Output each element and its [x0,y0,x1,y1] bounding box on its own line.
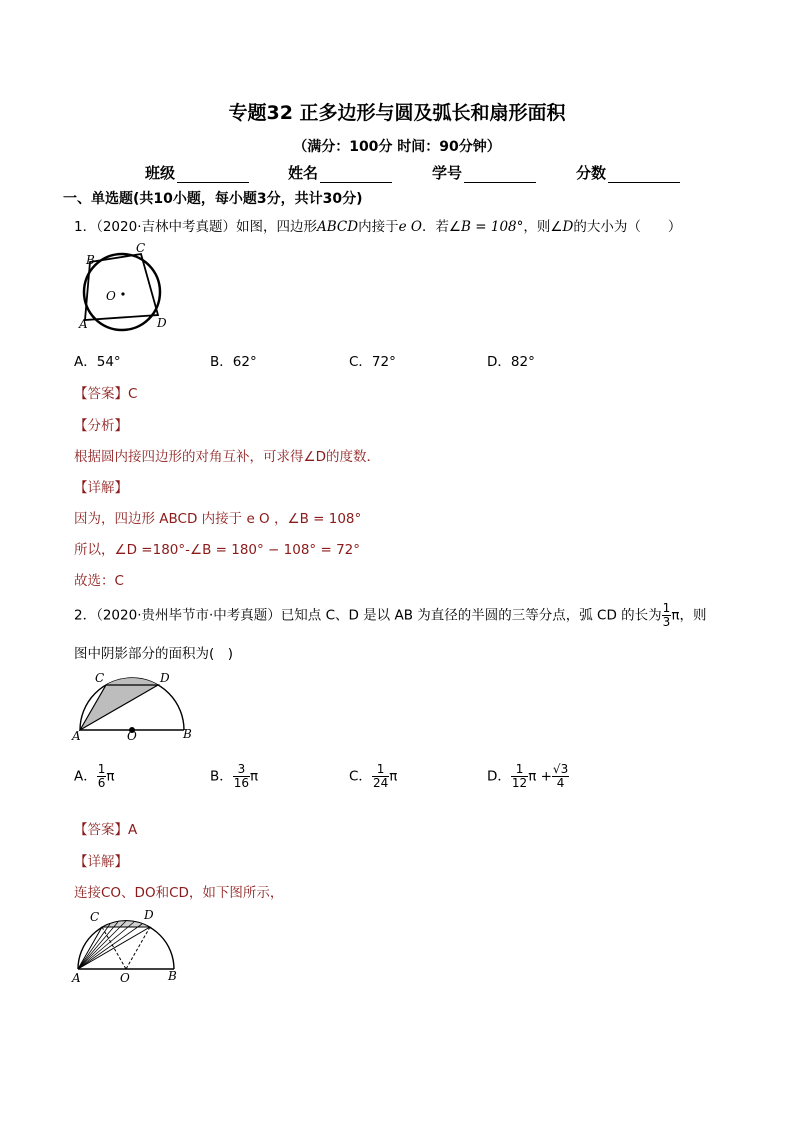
q1-option-c[interactable]: C．72° [349,354,396,370]
q2-option-d[interactable]: D． $\frac{1}{12}$ π + $\frac{√3}{4}$ [487,762,569,790]
student-id-blank[interactable] [464,167,536,183]
section-heading: 一、单选题(共10小题，每小题3分，共计30分) [63,191,363,207]
class-field [145,162,249,183]
q1-label-a: A [79,317,88,331]
q1-detail-line-1: 因为，四边形 ABCD 内接于 e O ，∠B = 108° [74,511,362,527]
q1-option-b[interactable]: B．62° [210,354,257,370]
q1-detail-line-3: 故选：C [74,573,124,589]
q1-analysis: 根据圆内接四边形的对角互补，可求得∠D的度数． [74,449,380,465]
name-label: 姓名 [288,164,319,182]
q2s-label-a: A [72,971,81,985]
q2-detail-line-1: 连接CO、DO和CD，如下图所示， [74,885,284,901]
q1-analysis-tag: 【分析】 [74,418,128,434]
q1-label-c: C [136,241,146,255]
q1-label-b: B [86,253,95,267]
question-2-stem-line-1: 2．（2020·贵州毕节市·中考真题）已知点 C、D 是以 AB 为直径的半圆的三等分点，弧 CD 的长为 $\frac{1}{3}$ π，则 [74,601,707,629]
score-blank[interactable] [608,167,680,183]
question-2-solution-figure [70,905,190,985]
class-blank[interactable] [177,167,249,183]
question-1-figure [70,240,180,335]
arc-length-fraction: $\frac{1}{3}$ [662,601,671,629]
q2s-label-b: B [168,969,177,983]
question-1-stem: 1．（2020·吉林中考真题）如图，四边形ABCD内接于e O．若∠B = 108°，则∠D的大小为（ ） [74,219,682,235]
name-blank[interactable] [320,167,392,183]
student-id-field [432,162,536,183]
q2-label-a: A [72,729,81,743]
name-field [288,162,392,183]
q2s-label-c: C [90,910,100,924]
q1-detail-tag: 【详解】 [74,480,128,496]
q1-option-a[interactable]: A．54° [74,354,121,370]
q1-answer: 【答案】C [74,386,138,402]
class-label: 班级 [145,164,176,182]
score-field [576,162,680,183]
q2-label-c: C [95,671,105,685]
q2-label-o: O [127,729,137,743]
q2-option-c[interactable]: C． $\frac{1}{24}$ π [349,762,398,790]
q1-option-d[interactable]: D．82° [487,354,535,370]
question-2-figure [70,668,200,743]
q2-option-b[interactable]: B． $\frac{3}{16}$ π [210,762,259,790]
question-2-stem-line-2: 图中阴影部分的面积为( ) [74,646,234,662]
q2s-label-o: O [120,971,130,985]
q2-option-a[interactable]: A． $\frac{1}{6}$ π [74,762,115,790]
q2-detail-tag: 【详解】 [74,854,128,870]
exam-meta: （满分：100分 时间：90分钟） [293,139,501,155]
q2s-label-d: D [144,908,154,922]
q1-label-o: O [106,289,116,303]
student-id-label: 学号 [432,164,463,182]
score-label: 分数 [576,164,607,182]
q1-label-d: D [157,316,167,330]
page-title: 专题32 正多边形与圆及弧长和扇形面积 [228,102,566,124]
q2-label-b: B [183,727,192,741]
q1-detail-line-2: 所以，∠D =180°-∠B = 180° − 108° = 72° [74,542,360,558]
q2-answer: 【答案】A [74,822,138,838]
q2-label-d: D [160,671,170,685]
